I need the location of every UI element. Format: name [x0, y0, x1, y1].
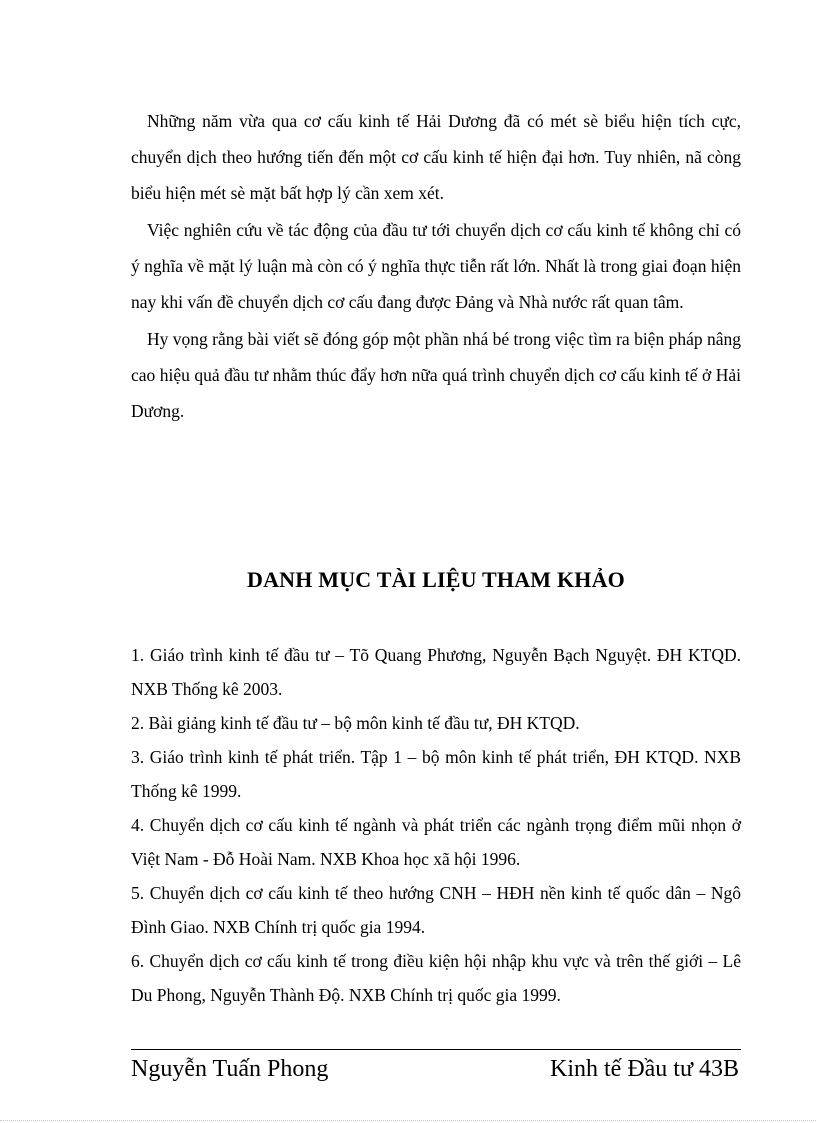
reference-item-3: 3. Giáo trình kinh tế phát triển. Tập 1 – bộ môn kinh tế phát triển, ĐH KTQD. NXB Thống kê 1999.	[131, 747, 741, 801]
page-bottom-edge	[0, 1120, 816, 1121]
references-list	[131, 638, 741, 1012]
reference-item-1: 1. Giáo trình kinh tế đầu tư – Tõ Quang Phương, Nguyễn Bạch Nguyệt. ĐH KTQD. NXB Thống kê 2003.	[131, 645, 741, 699]
reference-item-5: 5. Chuyển dịch cơ cấu kinh tế theo hướng CNH – HĐH nền kinh tế quốc dân – Ngô Đình Giao. NXB Chính trị quốc gia 1994.	[131, 883, 741, 937]
footer-class: Kinh tế Đầu tư 43B	[550, 1056, 739, 1082]
paragraph-2: Việc nghiên cứu về tác động của đầu tư tới chuyển dịch cơ cấu kinh tế không chỉ có ý nghĩa về mặt lý luận mà còn có ý nghĩa thực tiễn rất lớn. Nhất là trong giai đoạn hiện nay khi vấn đề chuyển dịch cơ cấu đang được Đảng và Nhà nước rất quan tâm.	[131, 220, 741, 312]
references-title: DANH MỤC TÀI LIỆU THAM KHẢO	[246, 567, 625, 592]
reference-item-6: 6. Chuyển dịch cơ cấu kinh tế trong điều kiện hội nhập khu vực và trên thế giới – Lê Du Phong, Nguyễn Thành Độ. NXB Chính trị quốc gia 1999.	[131, 951, 741, 1005]
footer-divider	[131, 1049, 741, 1050]
paragraph-1: Những năm vừa qua cơ cấu kinh tế Hải Dương đã có mét sè biểu hiện tích cực, chuyển dịch theo hướng tiến đến một cơ cấu kinh tế hiện đại hơn. Tuy nhiên, nã còng biểu hiện mét sè mặt bất hợp lý cần xem xét.	[131, 111, 741, 203]
paragraph-3: Hy vọng rằng bài viết sẽ đóng góp một phần nhá bé trong việc tìm ra biện pháp nâng cao hiệu quả đầu tư nhằm thúc đẩy hơn nữa quá trình chuyển dịch cơ cấu kinh tế ở Hải Dương.	[131, 329, 741, 421]
footer-author: Nguyễn Tuấn Phong	[131, 1056, 329, 1082]
body-text	[131, 103, 741, 430]
reference-item-2: 2. Bài giảng kinh tế đầu tư – bộ môn kinh tế đầu tư, ĐH KTQD.	[131, 713, 580, 733]
reference-item-4: 4. Chuyển dịch cơ cấu kinh tế ngành và phát triển các ngành trọng điểm mũi nhọn ở Việt Nam - Đỗ Hoài Nam. NXB Khoa học xã hội 1996.	[131, 815, 741, 869]
